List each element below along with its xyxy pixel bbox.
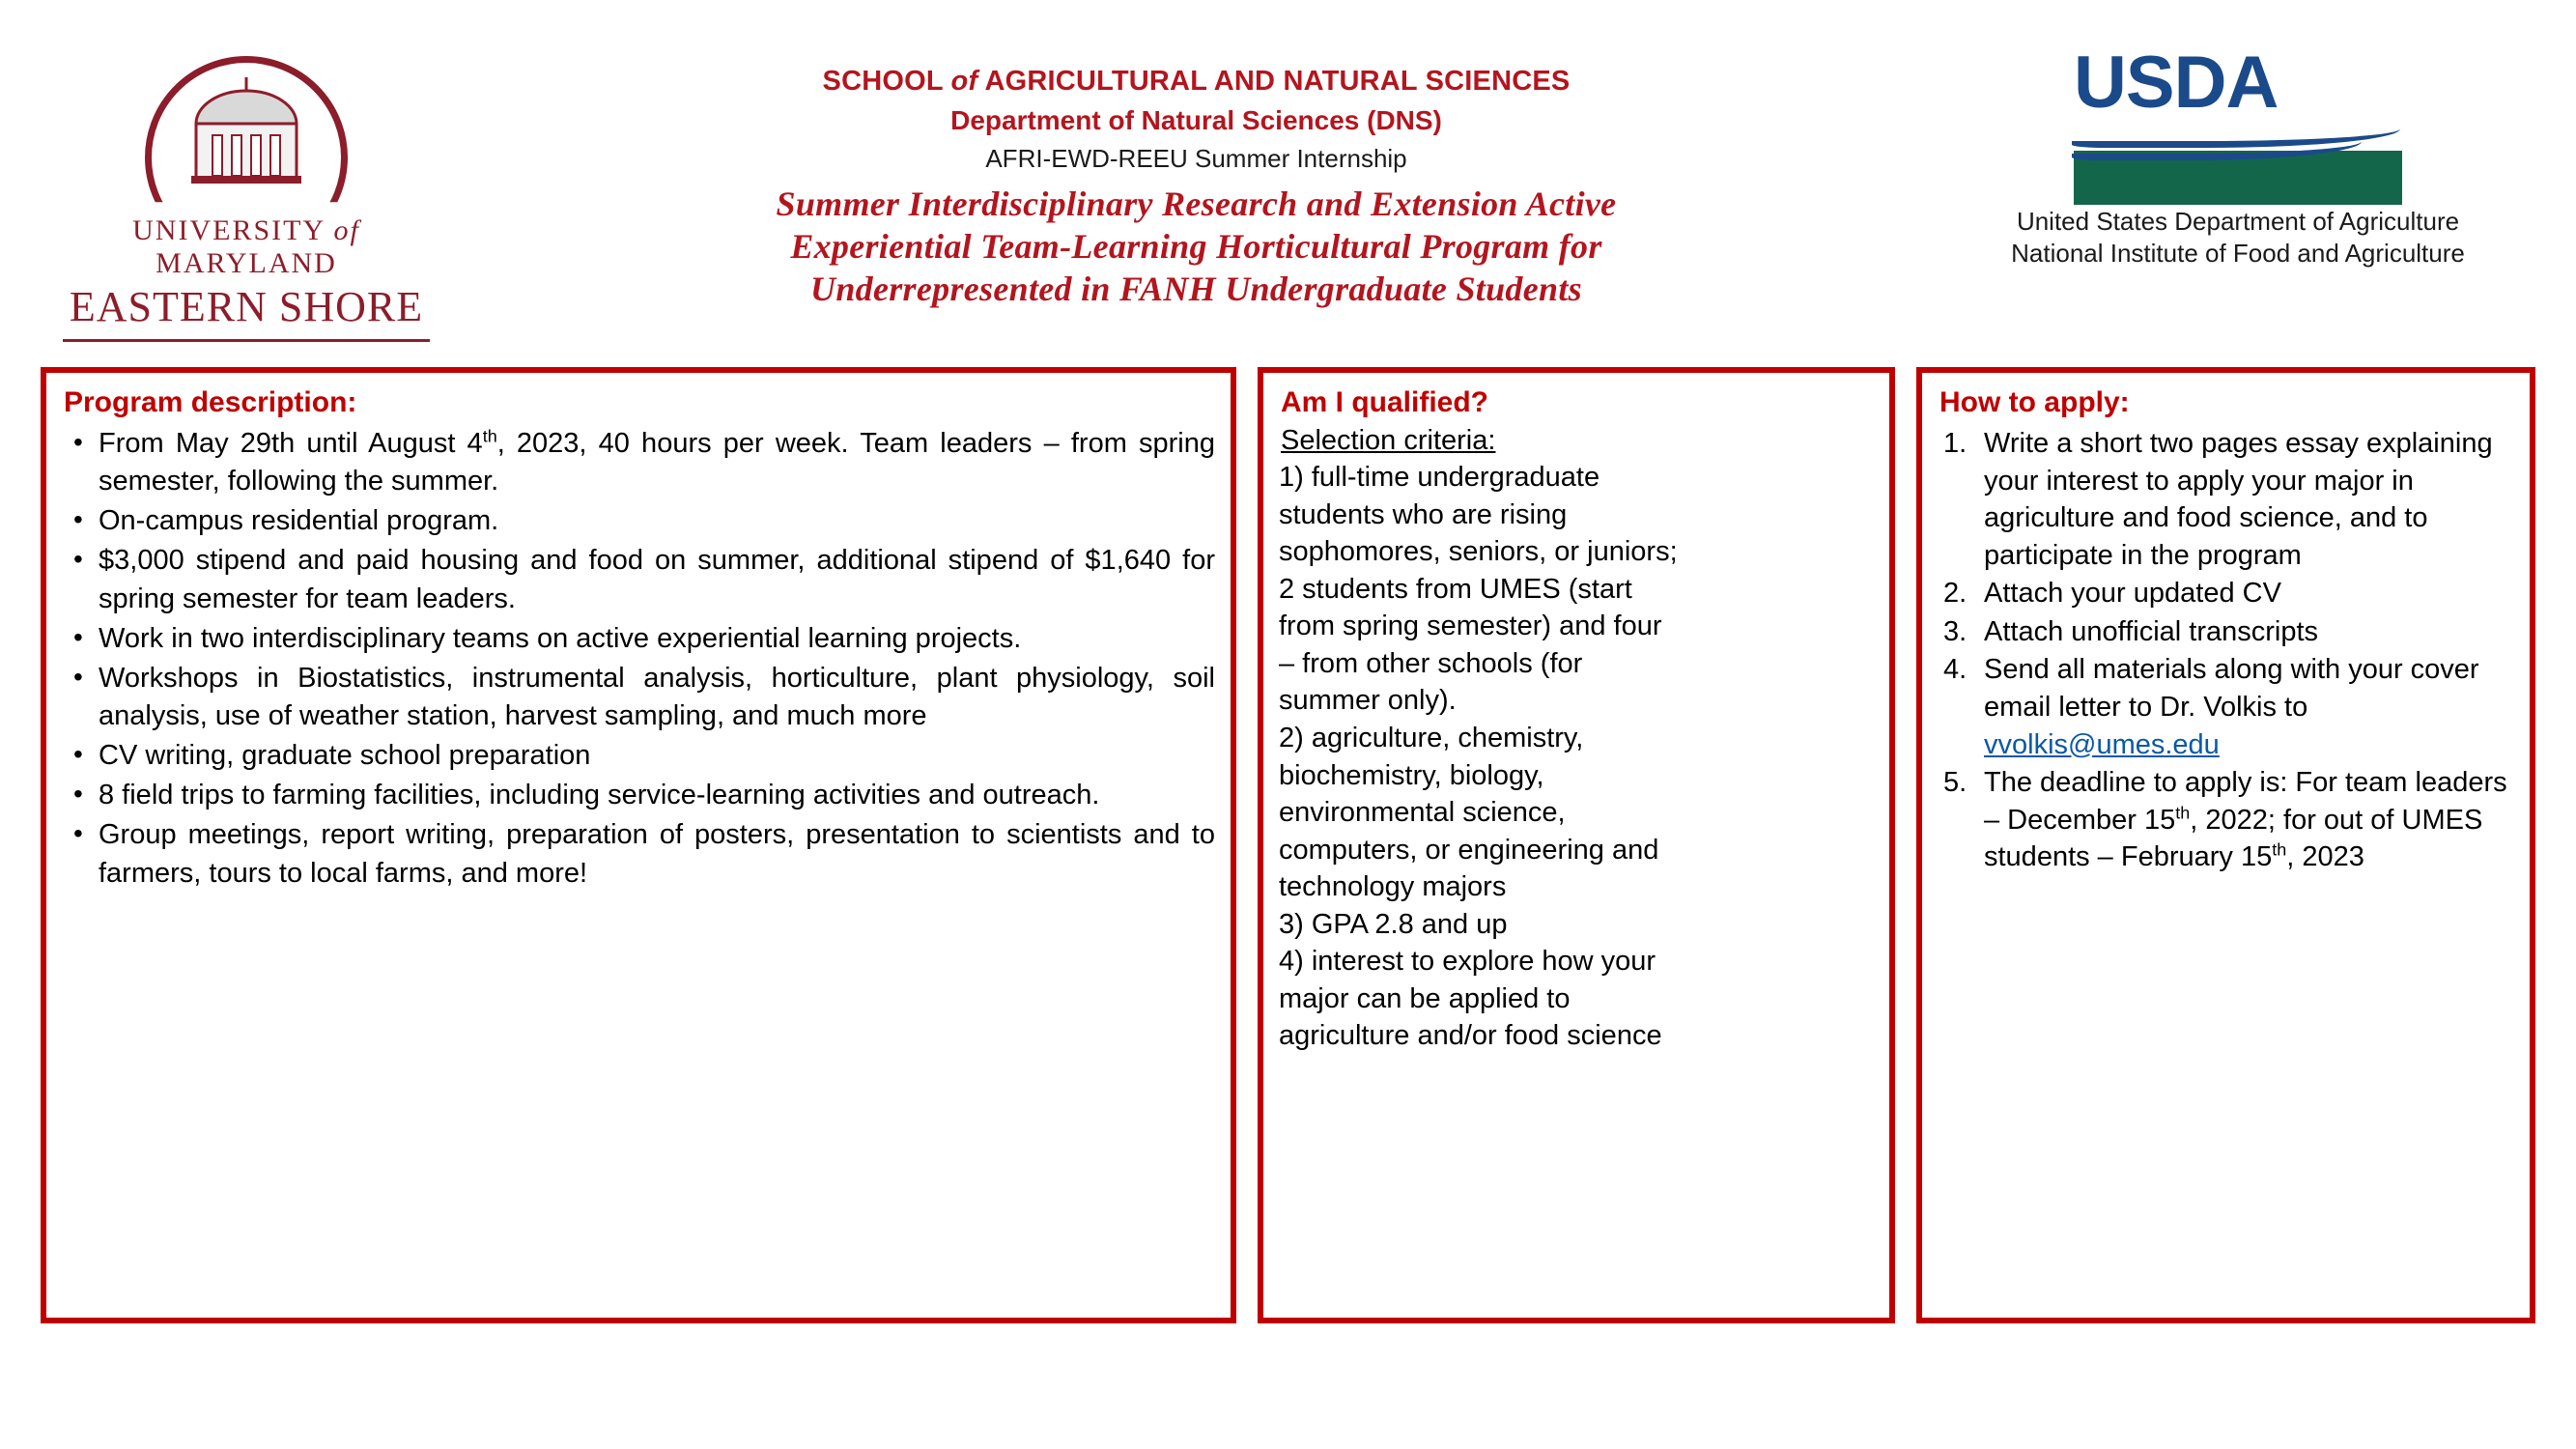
criteria-line: major can be applied to xyxy=(1279,982,1571,1014)
apply-step-item: Attach unofficial transcripts xyxy=(1984,615,2319,647)
dome-icon xyxy=(145,56,348,211)
panel-am-i-qualified xyxy=(1258,367,1895,1323)
panel-how-to-apply xyxy=(1916,367,2535,1323)
program-bullet-item: • 8 field trips to farming facilities, including service-learning activities and outreach. xyxy=(62,777,1215,814)
selection-criteria-label: Selection criteria: xyxy=(1281,425,1496,456)
criteria-line: from spring semester) and four xyxy=(1279,611,1662,642)
criteria-line: environmental science, xyxy=(1279,797,1566,829)
usda-swoosh-icon xyxy=(2064,116,2412,145)
selection-criteria-lines xyxy=(1279,459,1874,1055)
apply-step-list xyxy=(1938,425,2514,876)
criteria-line: technology majors xyxy=(1279,871,1507,903)
criteria-line: computers, or engineering and xyxy=(1279,834,1659,866)
criteria-line: 2 students from UMES (start xyxy=(1279,573,1632,605)
program-bullet-list xyxy=(62,425,1215,893)
program-bullet-item: • Group meetings, report writing, preparation of posters, presentation to scientists and to farmers, tours to local farms, and more! xyxy=(62,816,1215,892)
criteria-line: summer only). xyxy=(1279,685,1457,717)
panel-title-apply: How to apply: xyxy=(1939,386,2130,418)
usda-logo xyxy=(1939,17,2537,269)
panel-title-program: Program description: xyxy=(64,386,357,418)
usda-mark-graphic xyxy=(2064,42,2412,191)
program-bullet-item: • $3,000 stipend and paid housing and food on summer, additional stipend of $1,640 for spring semester for team leaders. xyxy=(62,542,1215,617)
usda-wordmark: USDA xyxy=(2074,42,2279,124)
internship-program-name: AFRI-EWD-REEU Summer Internship xyxy=(985,144,1407,173)
criteria-line: 3) GPA 2.8 and up xyxy=(1279,908,1508,940)
program-bullet-item: • Workshops in Biostatistics, instrumental analysis, horticulture, plant physiology, soil analysis, use of weather station, harvest sampling, and much more xyxy=(62,660,1215,735)
flyer-title-line-2: Experiential Team-Learning Horticultural Program for xyxy=(790,226,1602,266)
apply-step-item: Send all materials along with your cover email letter to Dr. Volkis to vvolkis@umes.edu xyxy=(1984,654,2479,760)
apply-step-item: The deadline to apply is: For team leaders – December 15th, 2022; for out of UMES students – February 15th, 2023 xyxy=(1984,767,2507,873)
program-bullet-item: • On-campus residential program. xyxy=(62,502,1215,540)
umes-line-1: UNIVERSITY of MARYLAND xyxy=(132,214,360,279)
department-name: Department of Natural Sciences (DNS) xyxy=(950,105,1442,135)
flyer-title xyxy=(454,184,1939,311)
flyer-title-line-1: Summer Interdisciplinary Research and Extension Active xyxy=(776,185,1617,223)
header-titles xyxy=(454,17,1939,311)
criteria-line: agriculture and/or food science xyxy=(1279,1020,1662,1052)
umes-line-2: EASTERN SHORE xyxy=(69,283,424,330)
criteria-line: sophomores, seniors, or juniors; xyxy=(1279,536,1678,568)
criteria-line: biochemistry, biology, xyxy=(1279,759,1544,791)
umes-logo xyxy=(39,17,454,342)
school-name: SCHOOL of AGRICULTURAL AND NATURAL SCIENCES xyxy=(822,66,1571,97)
program-bullet-item: • CV writing, graduate school preparation xyxy=(62,737,1215,775)
program-bullet-item: • Work in two interdisciplinary teams on active experiential learning projects. xyxy=(62,620,1215,658)
email-link[interactable]: vvolkis@umes.edu xyxy=(1984,728,2220,760)
usda-agency-name: United States Department of Agriculture xyxy=(2016,207,2460,236)
umes-divider xyxy=(63,339,430,342)
criteria-line: – from other schools (for xyxy=(1279,647,1583,679)
apply-step-item: Write a short two pages essay explaining your interest to apply your major in agriculture and food science, and to participate in the program xyxy=(1984,428,2493,571)
criteria-line: students who are rising xyxy=(1279,498,1568,530)
content-columns xyxy=(0,367,2576,1352)
flyer-title-line-3: Underrepresented in FANH Undergraduate Students xyxy=(810,269,1582,308)
panel-title-qualified: Am I qualified? xyxy=(1281,386,1489,418)
program-bullet-item: • From May 29th until August 4th, 2023, 40 hours per week. Team leaders – from spring semester, following the summer. xyxy=(62,425,1215,500)
criteria-line: 1) full-time undergraduate xyxy=(1279,462,1600,493)
criteria-line: 2) agriculture, chemistry, xyxy=(1279,722,1584,753)
criteria-line: 4) interest to explore how your xyxy=(1279,946,1656,978)
apply-step-item: Attach your updated CV xyxy=(1984,578,2281,610)
panel-program-description xyxy=(41,367,1236,1323)
usda-institute-name: National Institute of Food and Agriculture xyxy=(2011,239,2465,268)
flyer-header xyxy=(0,0,2576,367)
